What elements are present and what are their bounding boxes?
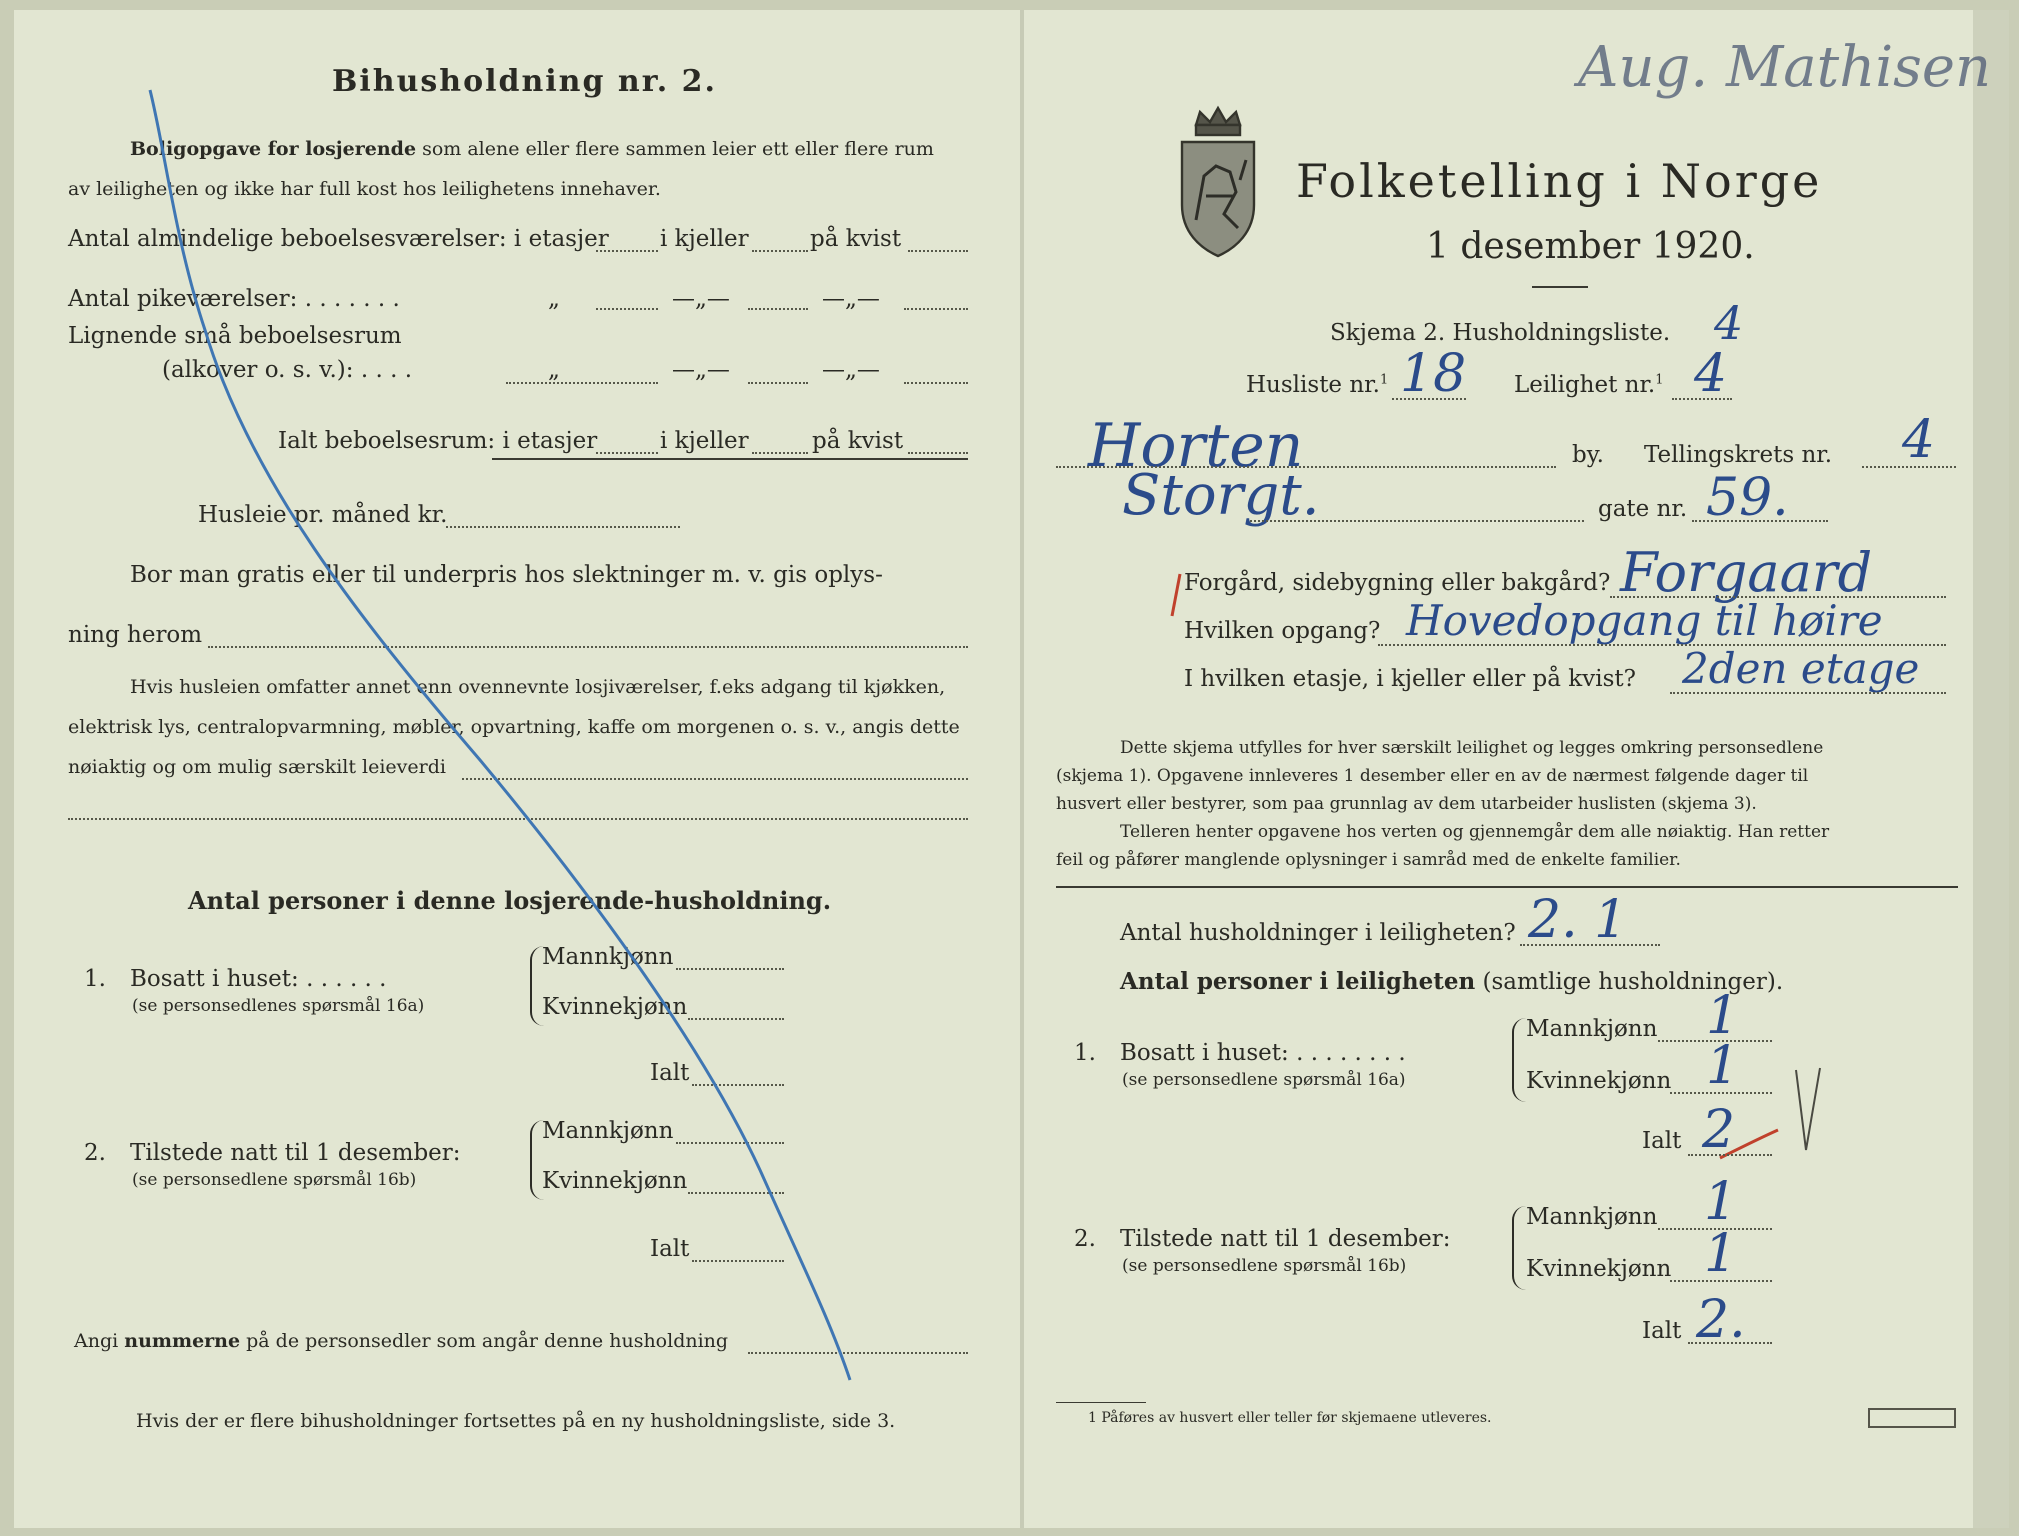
instruction-line-1: Dette skjema utfylles for hver særskilt leilighet og legges omkring personsedlene: [1120, 738, 1824, 758]
right-persons-rest: (samtlige husholdninger).: [1482, 969, 1784, 995]
numbers-bold: nummerne: [124, 1330, 241, 1352]
pike-label: Antal pikeværelser: . . . . . . .: [68, 286, 400, 312]
instruction-line-4: Telleren henter opgavene hos verten og gjennemgår dem alle nøiaktig. Han retter: [1120, 822, 1830, 842]
ialt-kvist-label: på kvist: [812, 428, 904, 454]
handwritten-name: Aug. Mathisen: [1578, 35, 1992, 100]
extra-line-3: nøiaktig og om mulig særskilt leieverdi: [68, 756, 446, 778]
right-q2-kvinne-value[interactable]: 1: [1704, 1224, 1738, 1284]
small-ditto-1: „: [548, 357, 560, 383]
forgaard-value[interactable]: Forgaard: [1620, 541, 1873, 604]
left-footer: Hvis der er flere bihusholdninger fortsettes på en ny husholdningsliste, side 3.: [136, 1410, 896, 1432]
leilighet-value[interactable]: 4: [1694, 344, 1728, 404]
etasje-value[interactable]: 2den etage: [1682, 644, 1920, 693]
small-rooms-label-2: (alkover o. s. v.): . . . .: [162, 357, 413, 383]
right-q1-sub: (se personsedlene spørsmål 16a): [1122, 1070, 1406, 1090]
husliste-text: Husliste nr.: [1246, 372, 1380, 398]
footnote-rule: [1056, 1402, 1146, 1403]
pike-ditto-3: —„—: [822, 286, 880, 312]
right-q1-number: 1.: [1074, 1040, 1096, 1066]
left-q1-number: 1.: [84, 966, 106, 992]
rooms-label: Antal almindelige beboelsesværelser: i etasjer: [68, 226, 609, 252]
opgang-label: Hvilken opgang?: [1184, 618, 1381, 644]
right-q2-mann-value[interactable]: 1: [1704, 1172, 1738, 1232]
intro-line-2: av leiligheten og ikke har full kost hos leilighetens innehaver.: [68, 178, 661, 200]
krets-value[interactable]: 4: [1902, 410, 1936, 470]
by-label: by.: [1572, 442, 1604, 468]
numbers-rest: på de personsedler som angår denne husholdning: [246, 1330, 729, 1352]
etasje-label: I hvilken etasje, i kjeller eller på kvist?: [1184, 666, 1636, 692]
left-persons-heading: Antal personer i denne losjerende-husholdning.: [188, 886, 832, 915]
ialt-kjeller-label: i kjeller: [660, 428, 749, 454]
right-q2-label: Tilstede natt til 1 desember:: [1120, 1226, 1451, 1252]
husholdninger-value[interactable]: 2. 1: [1528, 890, 1628, 950]
gratis-line-1: Bor man gratis eller til underpris hos slektninger m. v. gis oplys-: [130, 562, 883, 588]
left-q2-mann-label: Mannkjønn: [542, 1118, 674, 1144]
rooms-kjeller-label: i kjeller: [660, 226, 749, 252]
skjema-label: Skjema 2. Husholdningsliste.: [1330, 320, 1671, 346]
husliste-sup: 1: [1379, 372, 1389, 388]
intro-bold: Boligopgave for losjerende: [130, 138, 417, 160]
left-q2-kvinne-label: Kvinnekjønn: [542, 1168, 688, 1194]
rooms-kvist-label: på kvist: [810, 226, 902, 252]
right-q1-mann-value[interactable]: 1: [1706, 986, 1740, 1046]
husholdninger-label: Antal husholdninger i leiligheten?: [1120, 920, 1516, 946]
right-q2-mann-label: Mannkjønn: [1526, 1204, 1658, 1230]
gate-label: gate nr.: [1598, 496, 1688, 522]
opgang-value[interactable]: Hovedopgang til høire: [1406, 596, 1883, 645]
left-q2-sub: (se personsedlene spørsmål 16b): [132, 1170, 417, 1190]
right-q2-kvinne-field[interactable]: [1670, 1280, 1772, 1282]
street-value[interactable]: Storgt.: [1122, 463, 1320, 528]
footnote: 1 Påføres av husvert eller teller før skjemaene utleveres.: [1088, 1410, 1492, 1426]
extra-line-2: elektrisk lys, centralopvarmning, møbler, opvartning, kaffe om morgenen o. s. v., angis dette: [68, 716, 960, 738]
right-q1-ialt-label: Ialt: [1642, 1128, 1682, 1154]
leilighet-text: Leilighet nr.: [1514, 372, 1656, 398]
skjema-hand: 4: [1714, 296, 1744, 350]
left-title: Bihusholdning nr. 2.: [332, 64, 717, 99]
extra-line-1: Hvis husleien omfatter annet enn ovennevnte losjiværelser, f.eks adgang til kjøkken,: [130, 676, 946, 698]
left-q2-number: 2.: [84, 1140, 106, 1166]
pike-ditto-1: „: [548, 286, 560, 312]
left-q2-ialt-label: Ialt: [650, 1236, 690, 1262]
small-ditto-2: —„—: [672, 357, 730, 383]
numbers-pre: Angi: [74, 1330, 119, 1352]
form-date: 1 desember 1920.: [1426, 226, 1755, 267]
instruction-line-2: (skjema 1). Opgavene innleveres 1 desember eller en av de nærmest følgende dager til: [1056, 766, 1809, 786]
instruction-line-5: feil og påfører manglende oplysninger i samråd med de enkelte familier.: [1056, 850, 1681, 870]
left-q1-ialt-label: Ialt: [650, 1060, 690, 1086]
left-q1-sub: (se personsedlenes spørsmål 16a): [132, 996, 425, 1016]
right-q2-ialt-field[interactable]: [1688, 1342, 1772, 1344]
right-q1-kvinne-value[interactable]: 1: [1706, 1036, 1740, 1096]
left-q2-label: Tilstede natt til 1 desember:: [130, 1140, 461, 1166]
leilighet-sup: 1: [1655, 372, 1664, 388]
krets-label: Tellingskrets nr.: [1644, 442, 1833, 468]
city-value[interactable]: Horten: [1088, 411, 1304, 481]
instruction-line-3: husvert eller bestyrer, som paa grunnlag av dem utarbeider huslisten (skjema 3).: [1056, 794, 1757, 814]
right-persons-bold: Antal personer i leiligheten: [1120, 968, 1476, 995]
right-q1-ialt-value[interactable]: 2: [1702, 1100, 1736, 1160]
husliste-value[interactable]: 18: [1400, 344, 1467, 404]
printer-stamp: [1868, 1408, 1956, 1428]
pike-ditto-2: —„—: [672, 286, 730, 312]
right-q2-kvinne-label: Kvinnekjønn: [1526, 1256, 1672, 1282]
gate-value[interactable]: 59.: [1706, 468, 1789, 528]
gratis-line-2: ning herom: [68, 622, 203, 648]
right-q1-label: Bosatt i huset: . . . . . . . .: [1120, 1040, 1406, 1066]
ialt-rooms-label: Ialt beboelsesrum: i etasjer: [278, 428, 598, 454]
intro-rest: som alene eller flere sammen leier ett eller flere rum: [422, 138, 934, 160]
left-q1-mann-label: Mannkjønn: [542, 944, 674, 970]
left-q1-kvinne-label: Kvinnekjønn: [542, 994, 688, 1020]
small-rooms-label-1: Lignende små beboelsesrum: [68, 323, 402, 349]
rent-label: Husleie pr. måned kr.: [198, 502, 448, 528]
right-q2-sub: (se personsedlene spørsmål 16b): [1122, 1256, 1407, 1276]
form-title: Folketelling i Norge: [1296, 154, 1823, 208]
right-q1-mann-label: Mannkjønn: [1526, 1016, 1658, 1042]
right-q2-ialt-value[interactable]: 2.: [1696, 1290, 1746, 1350]
right-q2-ialt-label: Ialt: [1642, 1318, 1682, 1344]
left-q1-label: Bosatt i huset: . . . . . .: [130, 966, 387, 992]
forgaard-label: Forgård, sidebygning eller bakgård?: [1184, 570, 1611, 596]
small-ditto-3: —„—: [822, 357, 880, 383]
right-q1-kvinne-label: Kvinnekjønn: [1526, 1068, 1672, 1094]
right-q2-number: 2.: [1074, 1226, 1096, 1252]
right-q2-brace: [1512, 1206, 1526, 1290]
